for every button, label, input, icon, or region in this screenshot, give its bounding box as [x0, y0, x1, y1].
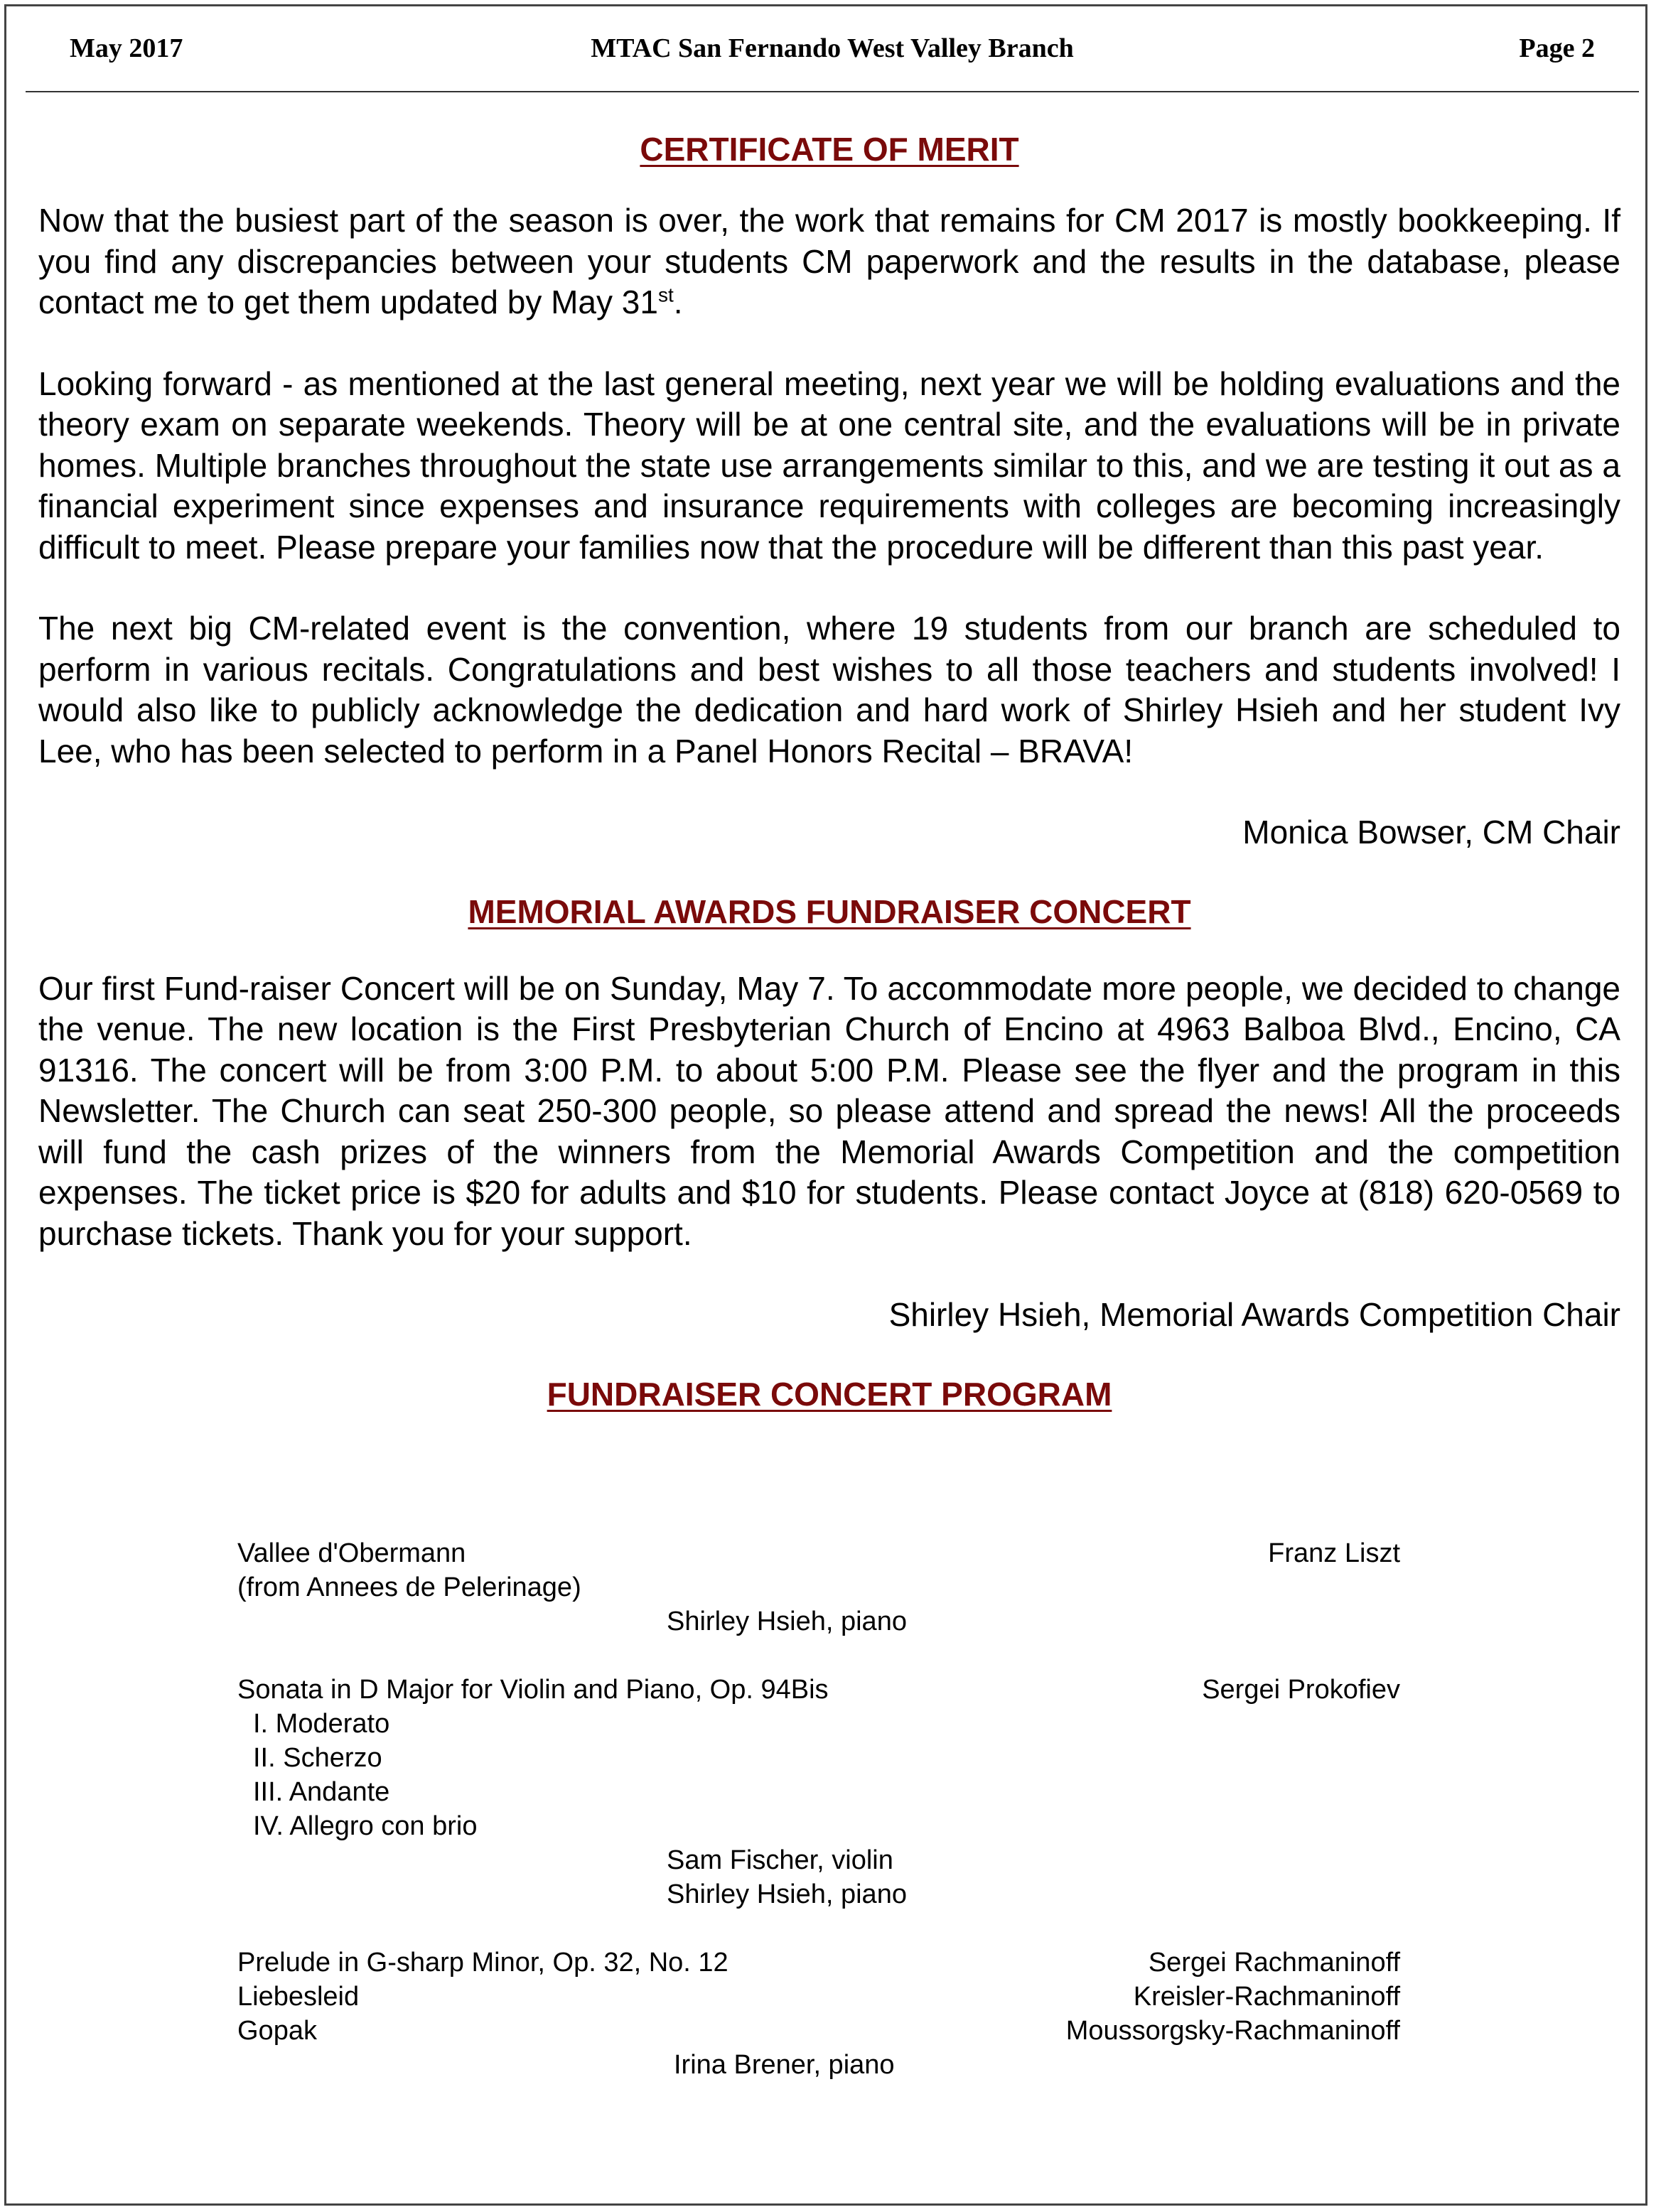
piece-title: Gopak — [237, 2016, 317, 2046]
performer-name: Shirley Hsieh, piano — [667, 1879, 907, 1909]
concert-program — [237, 1536, 1400, 2082]
header-org: MTAC San Fernando West Valley Branch — [591, 33, 1074, 63]
program-performer-line — [237, 1604, 1400, 1639]
spacer — [237, 1911, 1400, 1946]
piece-title: Vallee d'Obermann — [237, 1538, 466, 1568]
performer-name: Sam Fischer, violin — [667, 1845, 893, 1875]
program-item-subtitle — [237, 1570, 1400, 1604]
cm-section-title: CERTIFICATE OF MERIT — [640, 131, 1019, 168]
newsletter-content — [38, 128, 1620, 1415]
piece-subtitle: (from Annees de Pelerinage) — [237, 1572, 581, 1602]
program-performer-line — [237, 1877, 1400, 1911]
movement-line — [237, 1707, 1400, 1741]
movement-title: II. Scherzo — [253, 1743, 382, 1773]
program-item — [237, 1536, 1400, 1570]
memorial-paragraph: Our first Fund-raiser Concert will be on Sunday, May 7. To accommodate more people, we decided to change the venue. The new location is the First Presbyterian Church of Encino at 4963 Balboa Blvd., Encino, CA 91316. The concert will be from 3:00 P.M. to about 5:00 P.M. Please see the flyer and the program in this Newsletter. The Church can seat 250-300 people, so please attend and spread the news! All the proceeds will fund the cash prizes of the winners from the Memorial Awards Competition and the competition expenses. The ticket price is $20 for adults and $10 for students. Please contact Joyce at (818) 620-0569 to purchase tickets. Thank you for your support. — [38, 969, 1620, 1252]
cm-paragraph-1 — [38, 200, 1620, 323]
movement-line — [237, 1809, 1400, 1843]
header-page-number: Page 2 — [1519, 33, 1595, 63]
program-item — [237, 1980, 1400, 2014]
composer-name: Kreisler-Rachmaninoff — [1133, 1982, 1400, 2012]
composer-name: Sergei Prokofiev — [1202, 1675, 1400, 1705]
cm-paragraph-1-text: Now that the busiest part of the season is over, the work that remains for CM 2017 is mostly bookkeeping. If you find any discrepancies between your students CM paperwork and the results in the database, please contact me to get them updated by May 31 — [38, 202, 1620, 320]
cm-paragraph-1-end: . — [673, 284, 683, 320]
cm-paragraph-3: The next big CM-related event is the convention, where 19 students from our branch are scheduled to perform in various recitals. Congratulations and best wishes to all those teachers and students involved! I would also like to publicly acknowledge the dedication and hard work of Shirley Hsieh and her student Ivy Lee, who has been selected to perform in a Panel Honors Recital – BRAVA! — [38, 610, 1620, 770]
header-date: May 2017 — [70, 33, 183, 63]
composer-name: Moussorgsky-Rachmaninoff — [1065, 2016, 1400, 2046]
composer-name: Sergei Rachmaninoff — [1148, 1948, 1400, 1978]
movement-line — [237, 1741, 1400, 1775]
piece-title: Prelude in G-sharp Minor, Op. 32, No. 12 — [237, 1948, 728, 1978]
program-item — [237, 1946, 1400, 1980]
program-performer-line — [237, 1843, 1400, 1877]
program-section-title: FUNDRAISER CONCERT PROGRAM — [547, 1375, 1112, 1413]
composer-name: Franz Liszt — [1268, 1538, 1400, 1568]
performer-name: Irina Brener, piano — [674, 2050, 895, 2080]
performer-name: Shirley Hsieh, piano — [667, 1607, 907, 1636]
page-header — [26, 0, 1639, 92]
cm-signature: Monica Bowser, CM Chair — [1242, 814, 1620, 851]
program-performer-line — [237, 2048, 1400, 2082]
cm-paragraph-2: Looking forward - as mentioned at the last general meeting, next year we will be holding evaluations and the theory exam on separate weekends. Theory will be at one central site, and the evaluations will be in private homes. Multiple branches throughout the state use arrangements similar to this, and we are testing it out as a financial experiment since expenses and insurance requirements with colleges are becoming increasingly difficult to meet. Please prepare your families now that the procedure will be different than this past year. — [38, 365, 1620, 566]
piece-title: Liebesleid — [237, 1982, 360, 2012]
cm-paragraph-1-sup: st — [657, 284, 674, 306]
spacer — [237, 1639, 1400, 1673]
movement-title: IV. Allegro con brio — [253, 1811, 478, 1841]
piece-title: Sonata in D Major for Violin and Piano, Op. 94Bis — [237, 1675, 829, 1705]
movement-line — [237, 1775, 1400, 1809]
program-item — [237, 2014, 1400, 2048]
program-item — [237, 1673, 1400, 1707]
movement-title: I. Moderato — [253, 1709, 390, 1739]
memorial-section-title: MEMORIAL AWARDS FUNDRAISER CONCERT — [468, 892, 1191, 930]
movement-title: III. Andante — [253, 1777, 390, 1807]
memorial-signature: Shirley Hsieh, Memorial Awards Competition Chair — [888, 1296, 1620, 1333]
